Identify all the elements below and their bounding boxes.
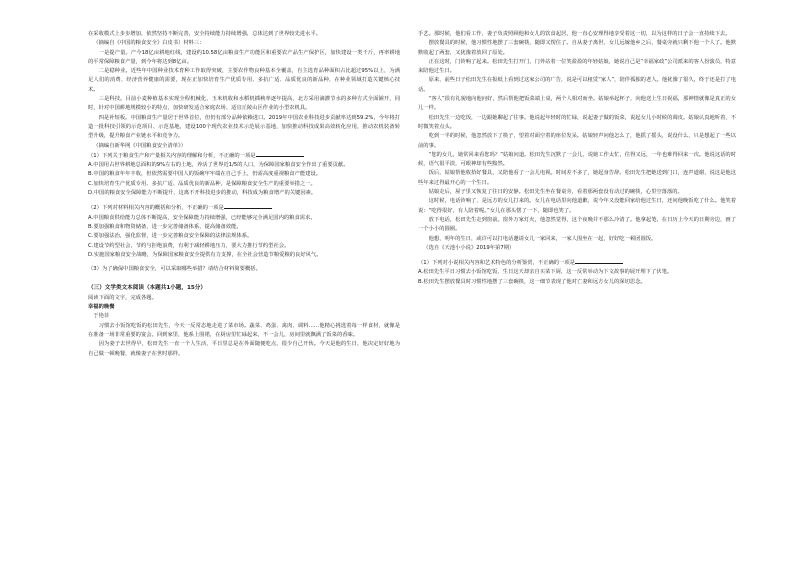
text-content: （摘编自《中国的粮食安全》白皮书）材料三： (93, 40, 205, 47)
text-line (88, 232, 400, 241)
text-content: B.松田先生摆放餐具时习惯性地摆了三套碗筷，这一细节表现了他对亡妻和远方女儿的深切思念。 (418, 278, 646, 285)
paragraph (88, 95, 400, 114)
spacer (88, 274, 400, 284)
text-content: “客人”很有礼貌地向他问好，然后帮他把饭菜端上桌，两个人相对而坐。姑娘举起杯子，向他送上生日祝福，那神情就像是真正的女儿一样。 (418, 96, 737, 112)
paragraph (418, 235, 736, 244)
paragraph (88, 340, 400, 359)
text-line (88, 223, 400, 232)
text-content: 阅读下面的文字，完成各题。 (88, 294, 157, 301)
section-heading (88, 284, 400, 293)
text-line (88, 161, 400, 170)
text-content: （1）下列关于粮食生产和产量相关内容的理解和分析，不正确的一项是 (88, 152, 256, 159)
text-line (418, 258, 736, 268)
text-line (88, 294, 400, 303)
text-content: 饭后，姑娘帮他收拾好餐具，又陪他看了一会儿电视。时间差不多了，她起身告辞。松田先生把她送到门口，连声道谢，说这是他这些年来过得最开心的一个生日。 (418, 170, 736, 186)
answer-blank[interactable] (256, 151, 304, 157)
text-content: A.中国用占世界耕地总面积的9%左右的土地，养活了世界近1/5的人口，为保障国家粮食安全作出了重要贡献。 (88, 162, 349, 169)
text-content: （2）下列对材料相关内容的概括和分析，不正确的一项是 (88, 205, 224, 212)
source-note (88, 39, 400, 48)
paragraph (418, 58, 736, 77)
text-content: C.建设节约型社会，节约与拒绝浪费，有利于减轻耕地压力，要大力推行节约型社会。 (88, 242, 290, 249)
paragraph (418, 39, 736, 58)
text-line (88, 251, 400, 260)
text-content: “您的女儿，她常回来看您吗？”姑娘问道。松田先生沉默了一会儿，说她工作太忙，住得又远，一年也难得回来一次。他说这话的时候，语气很平淡，可眼神却有些黯然。 (418, 151, 737, 168)
text-content: D.中国的粮食安全保障能力不断提升，这离不开科技进步的推动，科技成为粮食增产的关键因素。 (88, 190, 317, 197)
text-content: A.松田先生平日习惯去小饭馆吃饭，生日这天却亲自买菜下厨，这一反常举动为下文故事的展开埋下了伏笔。 (418, 269, 673, 276)
text-content: 松田先生一边吃饭，一边跟她聊起了往事。他说起年轻时的忙碌，说起妻子做的饭菜，说起女儿小时候的调皮。姑娘认真地听着，不时微笑着点头。 (418, 114, 736, 130)
text-content: （1）下列对小说相关内容和艺术特色的分析鉴赏，不正确的一项是 (418, 260, 575, 267)
text-content: （三）文学类文本阅读（本题共1小题，15分） (88, 285, 206, 292)
text-line (88, 189, 400, 198)
text-content: 因为妻子去世得早，松田先生一直一个人生活，平日里总是在外面随便吃点，很少自己开伙。今天是他的生日，他决定好好地为自己做一顿晚餐，就像妻子在世时那样。 (88, 341, 400, 357)
text-line (88, 214, 400, 223)
text-content: 四是补短板。中国粮食生产量居于世界首位，但仍有部分品种依赖进口。2019年中国农业科技进步贡献率达到59.2%，今年将打造一批科技引领的示范项目、示范基地，建设100个现代农业技术示范展示基地，加快推动科技成果高效转化应用，推动农机装备转型升级，提升粮食产业链水平和竞争力。 (88, 114, 400, 140)
text-line (88, 265, 400, 274)
text-content: （选自《天池小小说》2019年第7期） (423, 244, 515, 251)
text-line (88, 151, 400, 161)
text-content: 原来，前些日子松田先生在报纸上看到过这家公司的广告，说是可以租赁“家人”，陪伴孤独的老人。他犹豫了很久，终于还是打了电话。 (418, 77, 737, 93)
text-line (88, 203, 400, 213)
text-content: 正在这时，门铃响了起来。松田先生打开门，门外站着一位笑盈盈的年轻姑娘，她说自己是“幸福家政”公司派来的客人扮演员，特意来陪他过生日。 (418, 58, 737, 75)
text-content: （3）为了确保中国粮食安全，可以采取哪些举措？请结合材料简要概括。 (88, 266, 261, 273)
text-content: B.中国的粮食年年丰收，但依然需要中国人的饭碗牢牢端在自己手上，仍需高度重视粮食产能建设。 (88, 171, 322, 178)
text-content: 手艺。那时候，他们看工作，妻子负责照顾他和女儿的饮食起居，他一直心安理得地享受着这一切，以为这样的日子会一直持续下去。 (418, 31, 731, 37)
text-content: 幸福的晚餐 (88, 304, 115, 311)
text-content: 于艳菲 (93, 313, 110, 320)
text-line (418, 278, 736, 287)
paragraph (88, 114, 400, 142)
story-title (88, 303, 400, 312)
paragraph (418, 169, 736, 188)
text-content: D.实施国家粮食安全战略，为保障国家粮食安全提供有力支撑，在全社会营造节粮爱粮的良好风气。 (88, 251, 322, 258)
text-line (88, 180, 400, 189)
paragraph (88, 67, 400, 95)
text-content: 姑娘走后，屋子里又恢复了往日的安静。松田先生坐在餐桌旁，看着那两套没有动过的碗筷，心里空落落的。 (428, 189, 683, 196)
source-note (418, 244, 736, 253)
text-content: 摆放餐具的时候，他习惯性地摆了三套碗筷，随即又愣住了。自从妻子离世、女儿远嫁他乡之后，餐桌旁就只剩下他一个人了。他默默收起了两套，又犹豫着放回了原处。 (418, 40, 736, 56)
text-content: （摘编自新华网《中国粮食安全清单》） (93, 142, 186, 149)
text-line (88, 30, 400, 39)
text-content: 习惯去小饭馆吃饭的松田先生，今天一反常态地走进了菜市场。蔬菜、鸡蛋、禽肉、调料……他精心挑选着每一样食材，就像是在准备一场非常重要的宴会。回到家里，他系上围裙，在厨房里忙碌起来，不一会儿，房间里就飘满了饭菜的香味。 (88, 322, 400, 338)
text-content: 放下电话，松田先生走到窗前。窗外万家灯火，他忽然觉得，这个夜晚并不那么冷清了。他拿起笔，在日历上今天的日期旁边，画了一个小小的圆圈。 (418, 216, 736, 233)
text-content: 吃到一半的时候，他忽然放下了筷子，望着对面空着的座位发呆。姑娘轻声问他怎么了，他摇了摇头，说没什么，只是想起了一些以前的事。 (418, 133, 736, 149)
source-note (88, 142, 400, 151)
paragraph (418, 132, 736, 151)
text-line (418, 30, 736, 39)
text-content: A.中国粮食供给能力总体不断提高，安全保障能力持续增强，已经能够完全满足国内的粮食需求。 (88, 214, 316, 221)
paragraph (88, 49, 400, 68)
paragraph (418, 151, 736, 170)
text-content: 三是科技。目前小麦种植基本实现全程机械化，玉米机收和水稻机插秧率逐年提高，北方采用滴灌节水的多种方式全面铺开，同时，针对中国耕地规模较小的特点，加快研发适合家庭农场、适宜丘陵山区作业的小型农机具。 (88, 96, 400, 112)
text-content: 一是提产量。产今18亿亩耕地红线，建设约10.58亿亩粮食生产功能区和重要农产品生产保护区，加快建设一类千斤，再率耕地的平常保障粮食产量，到今年将达到8亿亩。 (88, 49, 400, 65)
paragraph (418, 216, 736, 235)
paragraph (418, 188, 736, 197)
answer-blank[interactable] (224, 203, 272, 209)
author-line (88, 312, 400, 321)
text-content: 这时候，电话铃响了，是远方的女儿打来的。女儿在电话里向他道歉，说今年又没能回家给他过生日，还问他晚饭吃了什么。他笑着说：“吃得很好，有人陪着呢。”女儿在那头愣了一下，随即也笑了。 (418, 198, 736, 214)
paragraph (418, 76, 736, 95)
text-content: C.要加强法治，强化监督，进一步完善粮食安全保障的法律法规体系。 (88, 233, 253, 240)
paragraph (88, 322, 400, 341)
paragraph (418, 197, 736, 216)
left-column (88, 30, 400, 359)
paragraph (418, 95, 736, 114)
right-column (418, 30, 736, 287)
text-line (418, 268, 736, 277)
answer-blank[interactable] (575, 258, 623, 264)
paragraph (418, 114, 736, 133)
text-line (88, 242, 400, 251)
text-content: B.要加强粮食和物资储备，进一步完善储备体系，提高储备效能。 (88, 223, 242, 230)
text-content: C.加快培育生产优质专用、多抗广适、品质优良的新品种，是保障粮食安全生产的重要举措之一。 (88, 180, 316, 187)
text-content: 在采收模式上步步增加，依然坚持不断完善，安全持续能力持续增强，总体达到了世界较先进水平。 (88, 31, 322, 37)
text-content: 他想，明年的生日，或许可以打电话邀请女儿一家回来，一家人围坐在一起，好好吃一顿团圆饭。 (428, 235, 657, 242)
text-content: 二是稳种业。近些年中国种业技术育种工作取得突破，主要农作物良种基本全覆盖，自主选育品种面积占比超过95%以上，为满足人们的消费、经济营养健康的需要，现在正加快培育生产优质专用、多抗广适、品质优良的新品种，在种业领域打造关键核心技术。 (88, 68, 400, 93)
text-line (88, 170, 400, 179)
